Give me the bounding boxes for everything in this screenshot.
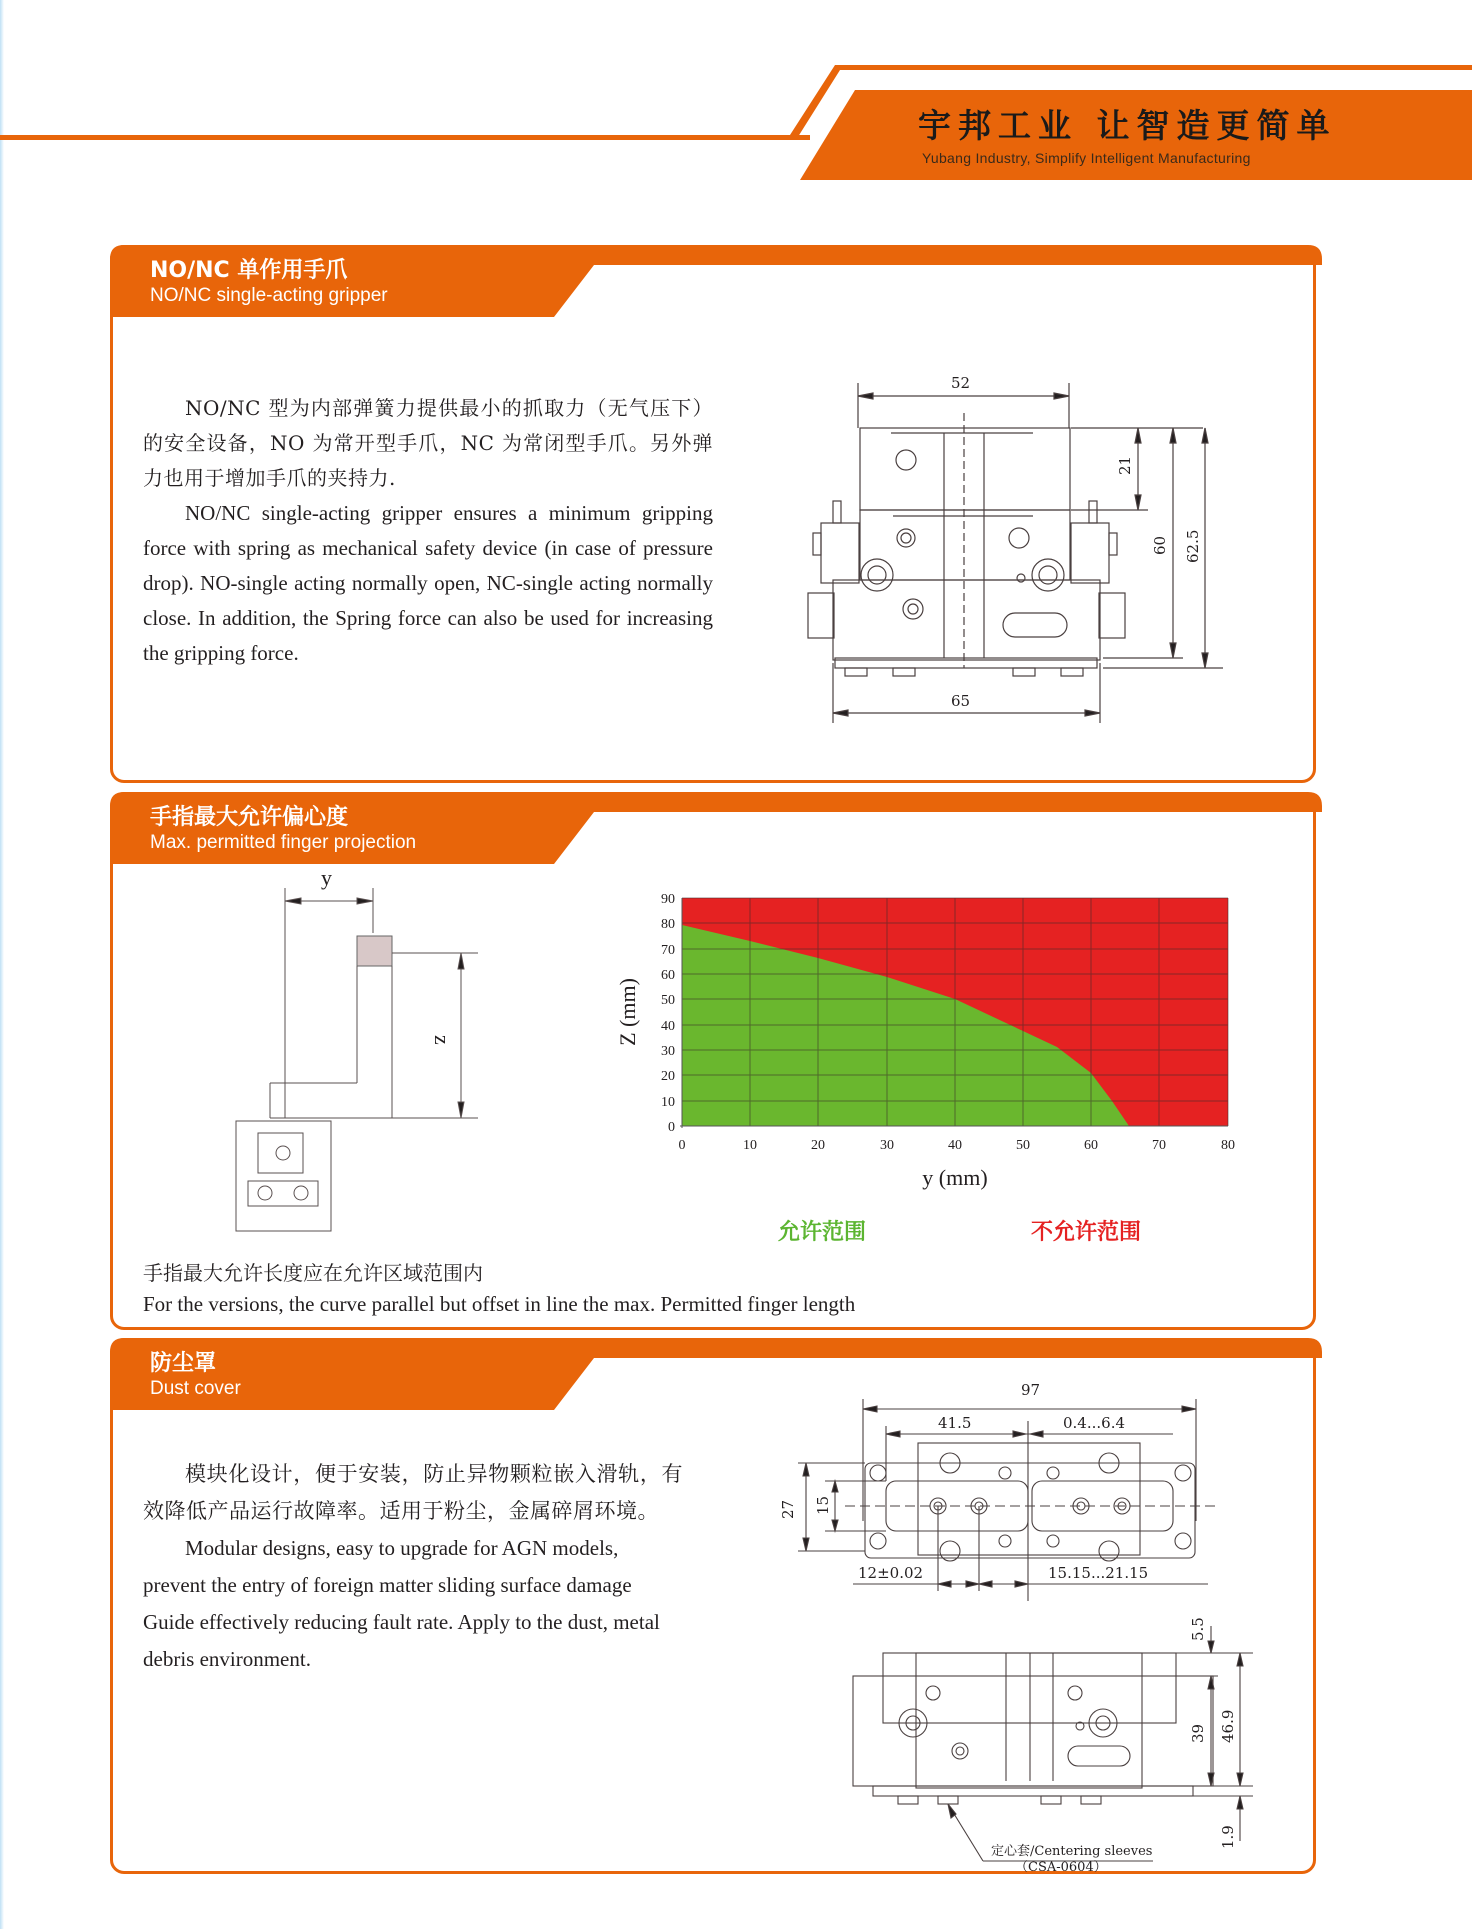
svg-text:0: 0: [668, 1120, 675, 1135]
note-cn: 手指最大允许长度应在允许区域范围内: [143, 1261, 483, 1285]
section-finger-projection: [110, 792, 1316, 1330]
section-title-cn: 手指最大允许偏心度: [150, 805, 349, 830]
dim-total-height: 62.5: [1184, 529, 1202, 563]
dim-height-inner: 15: [814, 1495, 832, 1515]
section-description: [143, 1456, 683, 1678]
dim-top-width: 52: [951, 374, 971, 392]
section-description: [143, 391, 713, 671]
svg-text:50: 50: [1016, 1138, 1030, 1153]
z-dimension-label: z: [430, 1035, 455, 1045]
section-header: [110, 792, 1310, 864]
svg-text:30: 30: [880, 1138, 894, 1153]
brand-slogan-en: Yubang Industry, Simplify Intelligent Manufacturing: [922, 150, 1251, 166]
brand-slogan-cn: 宇邦工业 让智造更简单: [918, 106, 1337, 145]
svg-text:90: 90: [661, 892, 675, 907]
legend-not-allowed: 不允许范围: [1031, 1220, 1142, 1245]
svg-text:60: 60: [661, 968, 675, 983]
dim-stroke: 0.4...6.4: [1063, 1414, 1126, 1432]
description-en: Modular designs, easy to upgrade for AGN models, prevent the entry of foreign matter sliding surface damage Guide effectively reducing fault rate. Apply to the dust, metal debris environment.: [143, 1536, 660, 1671]
dim-bottom-width: 65: [951, 692, 971, 710]
callout-part-number: （CSA-0604）: [1015, 1860, 1107, 1875]
section-title-en: NO/NC single-acting gripper: [150, 285, 388, 306]
page-edge-decoration: [0, 0, 4, 1929]
callout-centering-sleeves-cn: 定心套/Centering sleeves: [991, 1844, 1153, 1859]
x-axis-title: y (mm): [922, 1165, 988, 1190]
dim-left-span: 41.5: [938, 1414, 972, 1432]
svg-text:40: 40: [661, 1019, 675, 1034]
svg-text:70: 70: [661, 943, 675, 958]
description-en: NO/NC single-acting gripper ensures a minimum gripping force with spring as mechanical safety device (in case of pressure drop). NO-single acting normally open, NC-single acting normally close. In addition, the Spring force can also be used for increasing the gripping force.: [143, 501, 713, 665]
y-dimension-label: y: [321, 865, 332, 890]
section-dust-cover: [110, 1338, 1316, 1874]
svg-text:80: 80: [1221, 1138, 1235, 1153]
description-cn: NO/NC 型为内部弹簧力提供最小的抓取力（无气压下）的安全设备，NO 为常开型手爪，NC 为常闭型手爪。另外弹力也用于增加手爪的夹持力.: [143, 396, 713, 490]
gripper-dimension-drawing: [803, 363, 1253, 733]
section-header: [110, 245, 1310, 317]
dim-jaw-height: 21: [1116, 455, 1134, 475]
svg-text:70: 70: [1152, 1138, 1166, 1153]
dim-top-gap: 5.5: [1189, 1617, 1207, 1641]
header-rule: [0, 135, 810, 140]
svg-text:30: 30: [661, 1044, 675, 1059]
dim-height-outer: 27: [779, 1499, 797, 1519]
dim-offset: 15.15...21.15: [1048, 1564, 1149, 1582]
note-en: For the versions, the curve parallel but offset in line the max. Permitted finger length: [143, 1292, 856, 1316]
svg-text:50: 50: [661, 993, 675, 1008]
dust-cover-dimension-drawing: [773, 1371, 1333, 1875]
dim-body-height: 39: [1189, 1723, 1207, 1743]
svg-text:10: 10: [661, 1095, 675, 1110]
svg-text:20: 20: [661, 1069, 675, 1084]
dim-pitch: 12±0.02: [858, 1564, 924, 1582]
section-title-cn: NO/NC 单作用手爪: [150, 258, 348, 283]
finger-projection-diagram: [213, 863, 513, 1233]
svg-text:60: 60: [1084, 1138, 1098, 1153]
svg-text:10: 10: [743, 1138, 757, 1153]
section-title-en: Dust cover: [150, 1378, 241, 1399]
y-axis-title: Z (mm): [615, 978, 640, 1046]
dim-total-height: 46.9: [1219, 1709, 1237, 1743]
section-title-en: Max. permitted finger projection: [150, 832, 417, 853]
description-cn: 模块化设计，便于安装，防止异物颗粒嵌入滑轨，有效降低产品运行故障率。适用于粉尘，金属碎屑环境。: [143, 1462, 683, 1523]
projection-chart: [593, 875, 1235, 1195]
svg-text:80: 80: [661, 917, 675, 932]
svg-text:0: 0: [678, 1138, 686, 1153]
dim-base-height: 1.9: [1219, 1825, 1237, 1849]
section-nonc-gripper: [110, 245, 1316, 783]
svg-text:20: 20: [811, 1138, 825, 1153]
dim-body-height: 60: [1151, 535, 1169, 555]
section-title-cn: 防尘罩: [150, 1351, 217, 1376]
legend-allowed: 允许范围: [778, 1220, 867, 1245]
svg-text:40: 40: [948, 1138, 962, 1153]
dim-overall-width: 97: [1021, 1381, 1041, 1399]
